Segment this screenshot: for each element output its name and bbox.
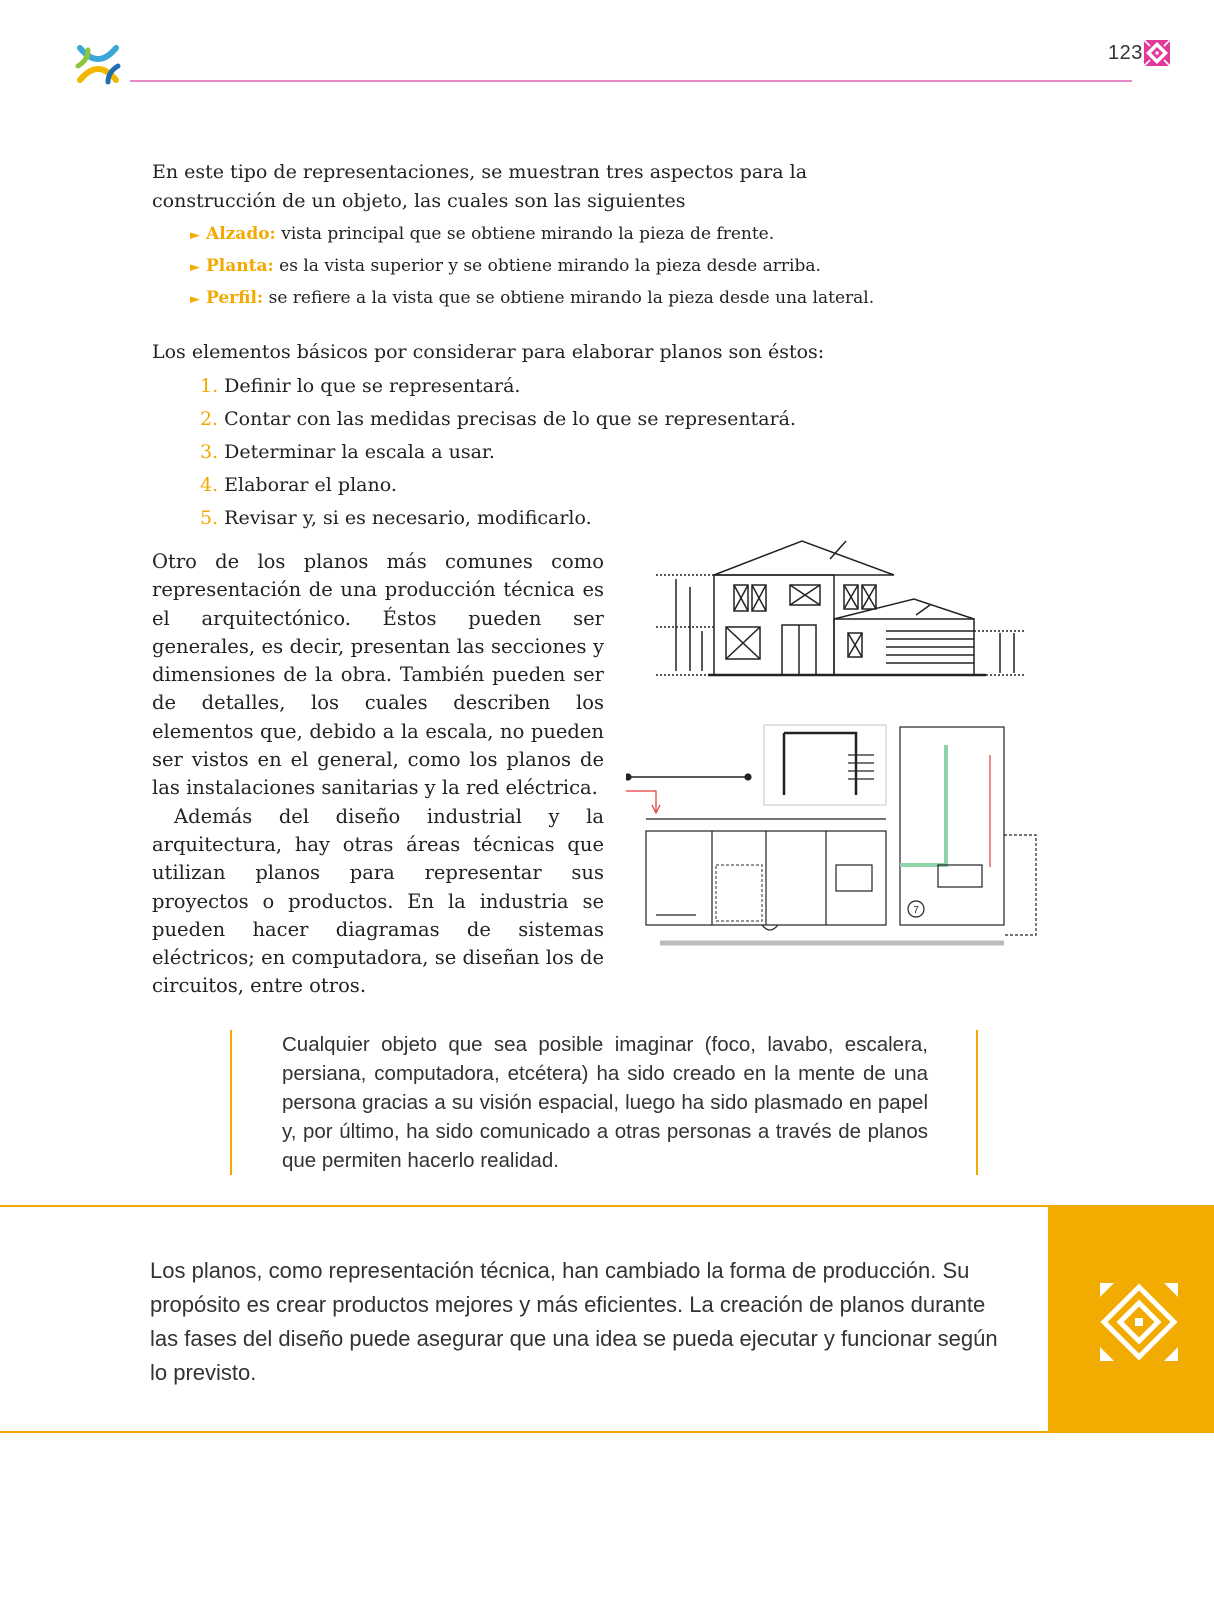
body-text [152, 548, 604, 1001]
installation-detail-drawing [900, 727, 1036, 935]
steps-list [200, 370, 796, 535]
bullet-arrow-icon: ► [190, 260, 200, 275]
step-text: Determinar la escala a usar. [224, 441, 495, 463]
step-number: 3. [200, 441, 219, 463]
list-item [190, 283, 875, 315]
intro-paragraph: En este tipo de representaciones, se muestran tres aspectos para la construcción de un objeto, las cuales son las siguientes [152, 161, 808, 212]
view-description: vista principal que se obtiene mirando la pieza de frente. [275, 224, 775, 244]
house-elevation-drawing [656, 541, 1026, 675]
body-paragraph: Otro de los planos más comunes como representación de una producción técnica es el arquitectónico. Éstos pueden ser generales, es decir, presentan las secciones y dimensiones de la obra. También pueden ser de detalles, los cuales describen los elementos que, debido a la escala, no pueden ser vistos en el general, como los planos de las instalaciones sanitarias y la red eléctrica. [152, 550, 604, 800]
step-number: 4. [200, 474, 219, 496]
step-text: Definir lo que se representará. [224, 375, 521, 397]
step-text: Elaborar el plano. [224, 474, 397, 496]
summary-bottom-rule [0, 1431, 1048, 1433]
list-item [200, 370, 796, 403]
summary-text: Los planos, como representación técnica, han cambiado la forma de producción. Su propósito es crear productos mejores y más eficientes. La creación de planos durante las fases del diseño puede asegurar que una idea se pueda ejecutar y funcionar según lo previsto. [150, 1258, 998, 1385]
step-number: 5. [200, 507, 219, 529]
list-item [200, 502, 796, 535]
list-item [190, 251, 870, 283]
pattern-ornament-icon [1144, 40, 1170, 66]
view-term: Alzado: [206, 224, 276, 244]
view-term: Perfil: [206, 288, 264, 308]
view-description: se refiere a la vista que se obtiene mirando la pieza desde una lateral. [263, 288, 875, 308]
publisher-logo-icon [74, 40, 122, 88]
view-term: Planta: [206, 256, 274, 276]
quote-callout: Cualquier objeto que sea posible imaginar (foco, lavabo, escalera, persiana, computadora, etcétera) ha sido creado en la mente de una persona gracias a su visión espacial, luego ha sido plasmado en papel y, por último, ha sido comunicado a otras personas a través de planos que permiten hacerlo realidad. [282, 1033, 928, 1172]
list-item [200, 436, 796, 469]
page-number: 123 [1108, 42, 1143, 64]
step-number: 1. [200, 375, 219, 397]
bullet-arrow-icon: ► [190, 292, 200, 307]
list-item [200, 469, 796, 502]
detail-circle-label: 7 [913, 905, 919, 916]
quote-bar-left [230, 1030, 232, 1175]
body-paragraph: Además del diseño industrial y la arquitectura, hay otras áreas técnicas que utilizan planos para representar sus proyectos o productos. En la industria se pueden hacer diagramas de sistemas eléctricos; en computadora, se diseñan los de circuitos, entre otros. [152, 804, 604, 998]
views-list [190, 219, 875, 315]
step-text: Contar con las medidas precisas de lo que se representará. [224, 408, 797, 430]
floor-plan-drawing [626, 725, 886, 930]
bullet-arrow-icon: ► [190, 228, 200, 243]
step-number: 2. [200, 408, 219, 430]
list-item [190, 219, 870, 251]
view-description: es la vista superior y se obtiene mirando la pieza desde arriba. [273, 256, 821, 276]
step-text: Revisar y, si es necesario, modificarlo. [224, 507, 592, 529]
architectural-plans-illustration [626, 535, 1046, 965]
pattern-ornament-icon [1100, 1283, 1178, 1361]
summary-top-rule [0, 1205, 1048, 1207]
header-rule [130, 80, 1132, 82]
elements-lead: Los elementos básicos por considerar para elaborar planos son éstos: [152, 341, 825, 363]
quote-bar-right [976, 1030, 978, 1175]
list-item [200, 403, 796, 436]
